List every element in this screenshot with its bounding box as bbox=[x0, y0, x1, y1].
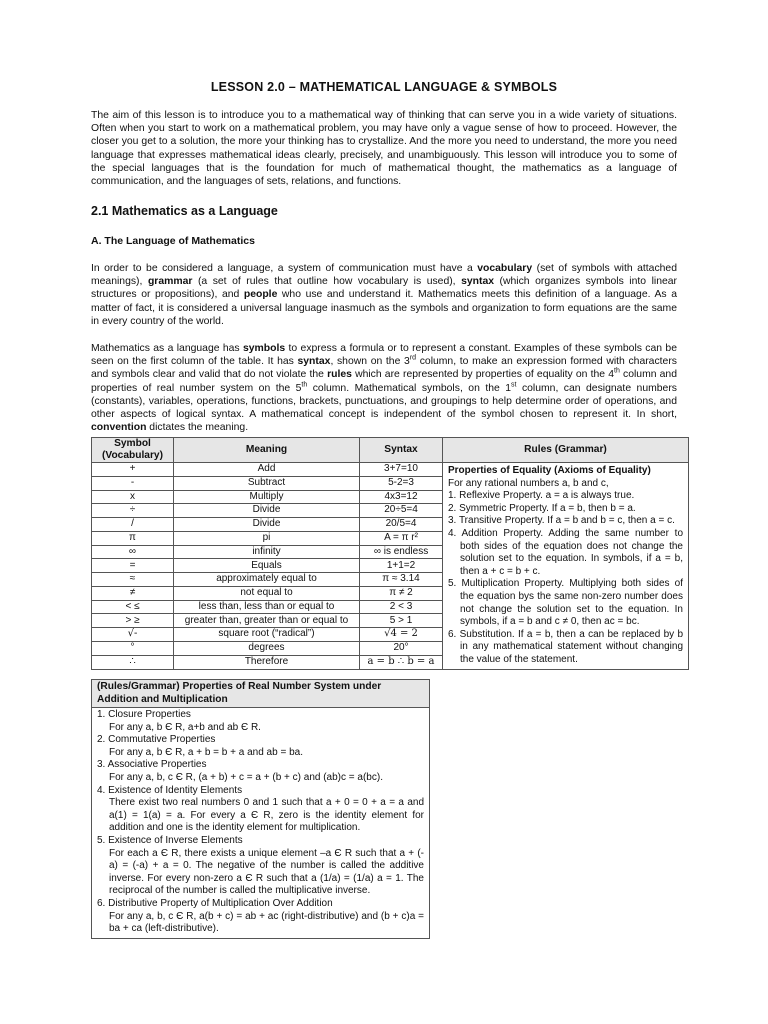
real-number-properties-box bbox=[91, 679, 430, 939]
meaning-cell: infinity bbox=[174, 545, 360, 559]
syntax-cell: a = b ∴ b = a bbox=[360, 655, 443, 669]
symbol-cell: > ≥ bbox=[92, 614, 174, 628]
header-syntax: Syntax bbox=[360, 438, 443, 463]
property-title: 5. Existence of Inverse Elements bbox=[97, 834, 243, 846]
property-body: For any a, b, c Є R, a(b + c) = ab + ac (right-distributive) and (b + c)a = ba + ca (left-distributive). bbox=[109, 910, 424, 935]
real-number-properties-list bbox=[92, 708, 429, 938]
real-number-properties-header: (Rules/Grammar) Properties of Real Number System under Addition and Multiplication bbox=[92, 680, 429, 708]
rules-title: Properties of Equality (Axioms of Equality) bbox=[448, 465, 651, 476]
square-root-icon: √- bbox=[92, 628, 174, 642]
meaning-cell: less than, less than or equal to bbox=[174, 600, 360, 614]
symbol-cell: x bbox=[92, 490, 174, 504]
syntax-cell: π ≈ 3.14 bbox=[360, 573, 443, 587]
rules-intro: For any rational numbers a, b and c, bbox=[448, 477, 609, 489]
meaning-cell: not equal to bbox=[174, 586, 360, 600]
header-symbol: Symbol (Vocabulary) bbox=[92, 438, 174, 463]
therefore-icon: ∴ bbox=[92, 655, 174, 669]
term-vocabulary: vocabulary bbox=[477, 263, 533, 274]
meaning-cell: Divide bbox=[174, 504, 360, 518]
lesson-title: LESSON 2.0 – MATHEMATICAL LANGUAGE & SYMBOLS bbox=[210, 80, 558, 94]
meaning-cell: Subtract bbox=[174, 476, 360, 490]
property-title: 2. Commutative Properties bbox=[97, 734, 216, 746]
rule-item: 1. Reflexive Property. a = a is always true. bbox=[448, 490, 635, 502]
term-people: people bbox=[243, 289, 278, 301]
syntax-cell: 20/5=4 bbox=[360, 518, 443, 532]
syntax-cell: 1+1=2 bbox=[360, 559, 443, 573]
property-title: 1. Closure Properties bbox=[97, 709, 191, 720]
meaning-cell: Add bbox=[174, 463, 360, 477]
meaning-cell: greater than, greater than or equal to bbox=[174, 614, 360, 628]
meaning-cell: Therefore bbox=[174, 655, 360, 669]
symbol-cell: + bbox=[92, 463, 174, 477]
property-body: There exist two real numbers 0 and 1 such that a + 0 = 0 + a = a and a(1) = 1(a) = a. For every a Є R, zero is the identity element for addition and one is the identity element for multiplication. bbox=[109, 797, 424, 834]
property-body: For any a, b Є R, a + b = b + a and ab = ba. bbox=[109, 746, 303, 758]
meaning-cell: square root (“radical”) bbox=[174, 628, 360, 642]
term-symbols: symbols bbox=[243, 343, 286, 354]
meaning-cell: Divide bbox=[174, 518, 360, 532]
syntax-cell: 2 < 3 bbox=[360, 600, 443, 614]
property-title: 3. Associative Properties bbox=[97, 759, 207, 771]
rule-item: 6. Substitution. If a = b, then a can be replaced by b in any mathematical statement without changing the value of the statement. bbox=[448, 628, 683, 665]
property-body: For any a, b, c Є R, (a + b) + c = a + (b + c) and (ab)c = a(bc). bbox=[109, 771, 383, 783]
symbols-table-header bbox=[92, 438, 689, 463]
syntax-cell: 3+7=10 bbox=[360, 463, 443, 477]
symbols-table bbox=[91, 437, 689, 670]
language-definition-paragraph: In order to be considered a language, a system of communication must have a vocabulary (set of symbols with attached meanings), grammar (a set of rules that outline how vocabulary is used), syntax (which organizes symbols into linear structures or propositions), and people who use and understand it. Mathematics meets this definition of a language. As a matter of fact, it is considered a universal language inasmuch as the symbols and organization to form equations are the same in every country of the world. bbox=[91, 263, 677, 327]
term-syntax: syntax bbox=[461, 276, 495, 288]
degree-icon: ° bbox=[92, 641, 174, 655]
meaning-cell: approximately equal to bbox=[174, 573, 360, 587]
symbol-cell: ÷ bbox=[92, 504, 174, 518]
table-row bbox=[92, 463, 689, 477]
syntax-cell: ∞ is endless bbox=[360, 545, 443, 559]
property-body: For any a, b Є R, a+b and ab Є R. bbox=[109, 721, 261, 733]
syntax-cell: 20÷5=4 bbox=[360, 504, 443, 518]
syntax-cell: A = π r² bbox=[360, 531, 443, 545]
property-title: 4. Existence of Identity Elements bbox=[97, 784, 243, 796]
rule-item: 5. Multiplication Property. Multiplying both sides of the equation bys the same non-zero number does not change the solution set to the equation. In symbols, if a = b and c ≠ 0, then ac = bc. bbox=[448, 578, 683, 628]
symbol-cell: ∞ bbox=[92, 545, 174, 559]
syntax-cell: 5 > 1 bbox=[360, 614, 443, 628]
rule-item: 2. Symmetric Property. If a = b, then b = a. bbox=[448, 502, 636, 514]
property-body: For each a Є R, there exists a unique element –a Є R such that a + (-a) = (-a) + a = 0. The negative of the number is called the additive inverse. For every non-zero a Є R such that a (1/a) = (1/a) a = 1. The reciprocal of the number is called the multiplicative inverse. bbox=[109, 847, 424, 897]
symbol-cell: < ≤ bbox=[92, 600, 174, 614]
symbol-cell: ≠ bbox=[92, 586, 174, 600]
syntax-cell: 4x3=12 bbox=[360, 490, 443, 504]
header-meaning: Meaning bbox=[174, 438, 360, 463]
rules-cell bbox=[443, 463, 689, 670]
symbols-paragraph: Mathematics as a language has symbols to express a formula or to represent a constant. Examples of these symbols can be seen on the first column of the table. It has syntax, shown on the 3rd column, to make an expression formed with characters and symbols clear and valid that do not violate the rules which are represented by properties of equality on the 4th column and properties of real number system on the 5th column. Mathematical symbols, on the 1st column, can designate numbers (constants), variables, operations, functions, brackets, punctuations, and groupings to help determine order of operations, and other aspects of logical syntax. A mathematical concept is independent of the symbol chosen to represent it. In short, convention dictates the meaning. bbox=[91, 343, 677, 434]
symbol-cell: ≈ bbox=[92, 573, 174, 587]
rule-item: 3. Transitive Property. If a = b and b = c, then a = c. bbox=[448, 515, 675, 527]
section-heading: 2.1 Mathematics as a Language bbox=[91, 204, 278, 218]
syntax-cell: π ≠ 2 bbox=[360, 586, 443, 600]
rule-item: 4. Addition Property. Adding the same number to both sides of the equation does not change the solution set to the equation. In symbols, if a = b, then a + c = b + c. bbox=[448, 527, 683, 577]
symbol-cell: = bbox=[92, 559, 174, 573]
syntax-cell: √4 = 2 bbox=[360, 628, 443, 642]
intro-paragraph: The aim of this lesson is to introduce you to a mathematical way of thinking that can serve you in a wide variety of situations. Often when you start to work on a mathematical problem, you may have only a vague sense of how to proceed. However, the closer you get to a solution, the more your thinking has to crystallize. And the more you need to understand, the more you need language that expresses mathematical ideas clearly, precisely, and unambiguously. This lesson will introduce you to some of the special languages that is the foundation for much of mathematical thought, the mathematics as a language of communication, and the languages of sets, relations, and functions. bbox=[91, 110, 677, 188]
meaning-cell: Multiply bbox=[174, 490, 360, 504]
syntax-cell: 5-2=3 bbox=[360, 476, 443, 490]
term-grammar: grammar bbox=[147, 276, 193, 288]
property-title: 6. Distributive Property of Multiplication Over Addition bbox=[97, 897, 333, 909]
header-rules: Rules (Grammar) bbox=[443, 438, 689, 463]
meaning-cell: degrees bbox=[174, 641, 360, 655]
meaning-cell: pi bbox=[174, 531, 360, 545]
symbol-cell: / bbox=[92, 518, 174, 532]
symbol-cell: - bbox=[92, 476, 174, 490]
syntax-cell: 20° bbox=[360, 641, 443, 655]
meaning-cell: Equals bbox=[174, 559, 360, 573]
subsection-heading: A. The Language of Mathematics bbox=[91, 235, 255, 247]
term-convention: convention bbox=[91, 422, 147, 434]
symbol-cell: π bbox=[92, 531, 174, 545]
term-rules: rules bbox=[327, 369, 352, 381]
term-syntax-2: syntax bbox=[297, 356, 331, 368]
